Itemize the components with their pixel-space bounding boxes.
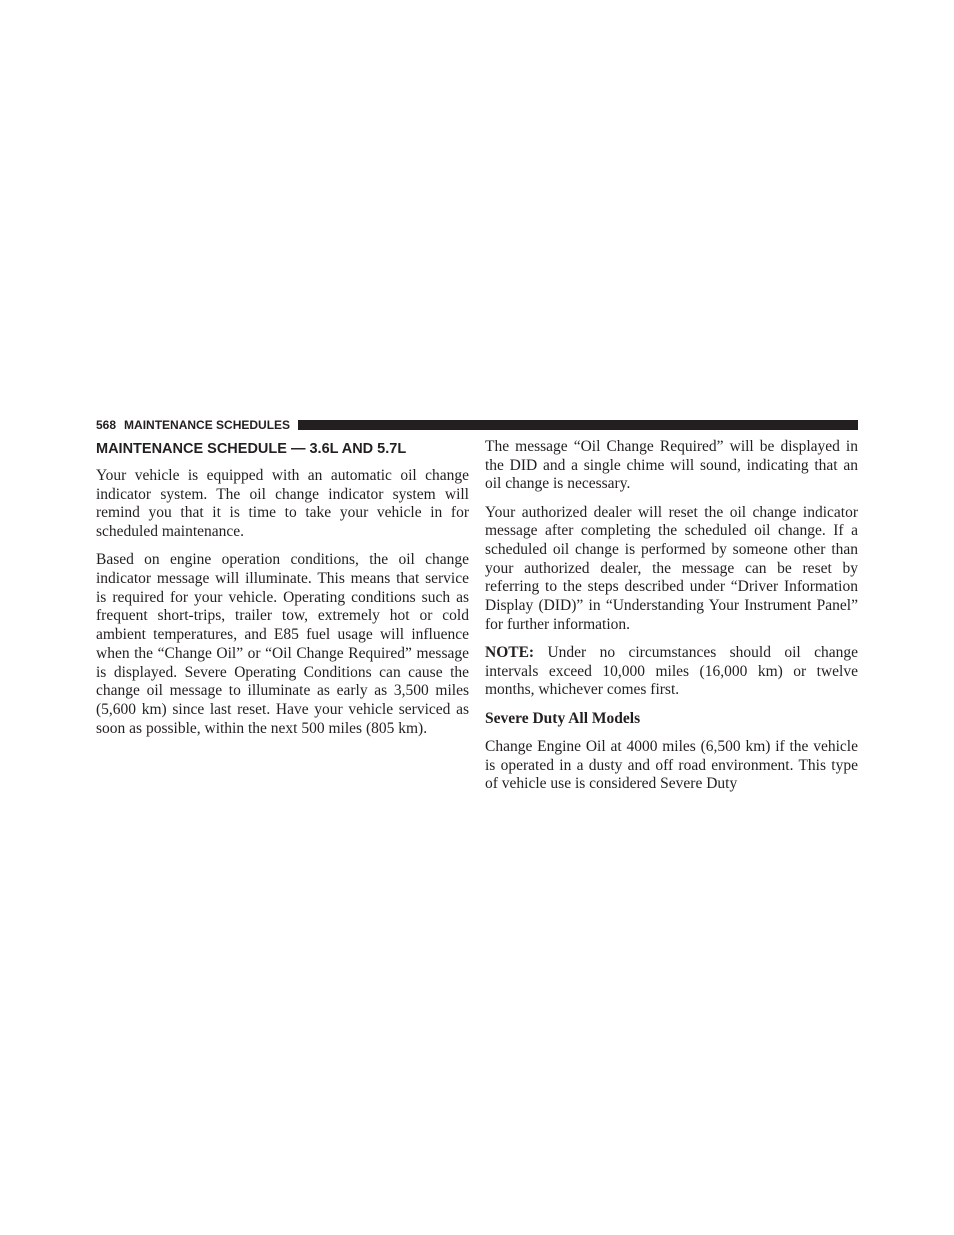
header-rule: [298, 420, 858, 430]
section-title: MAINTENANCE SCHEDULES: [124, 418, 291, 432]
note-paragraph: [485, 644, 858, 700]
paragraph-severe-duty: Change Engine Oil at 4000 miles (6,500 km) if the vehicle is operated in a dusty and off road environment. This type of vehicle use is considered Severe Duty: [485, 737, 858, 793]
paragraph-dealer-reset: Your authorized dealer will reset the oil change indicator message after completing the scheduled oil change. If a scheduled oil change is performed by someone other than your authorized dealer, the message can be reset by referring to the steps described under “Driver Information Display (DID)” in “Understanding Your Instrument Panel” for further information.: [485, 503, 858, 633]
paragraph-oil-change-message: The message “Oil Change Required” will be displayed in the DID and a single chime will sound, indicating that an oil change is necessary.: [485, 438, 858, 493]
page-number: 568: [96, 418, 117, 432]
paragraph-operating-conditions: Based on engine operation conditions, the oil change indicator message will illuminate. This means that service is required for your vehicle. Operating conditions such as frequent short-trips, trailer tow, extremely hot or cold ambient temperatures, and E85 fuel usage will influence when the “Change Oil” or “Oil Change Required” message is displayed. Severe Operating Conditions can cause the change oil message to illuminate as early as 3,500 miles (5,600 km) since last reset. Have your vehicle serviced as soon as possible, within the next 500 miles (805 km).: [96, 551, 469, 737]
paragraph-indicator-system: Your vehicle is equipped with an automatic oil change indicator system. The oil change indicator system will remind you that it is time to take your vehicle in for scheduled maintenance.: [96, 467, 469, 541]
left-column: [96, 438, 469, 748]
note-label: NOTE:: [485, 644, 535, 662]
note-text: Under no circumstances should oil change intervals exceed 10,000 miles (16,000 km) or twelve months, whichever comes first.: [485, 644, 858, 699]
severe-duty-subheading: Severe Duty All Models: [485, 709, 641, 727]
page-header: [96, 417, 858, 433]
right-column: [485, 438, 858, 803]
section-heading: MAINTENANCE SCHEDULE — 3.6L AND 5.7L: [96, 441, 407, 457]
